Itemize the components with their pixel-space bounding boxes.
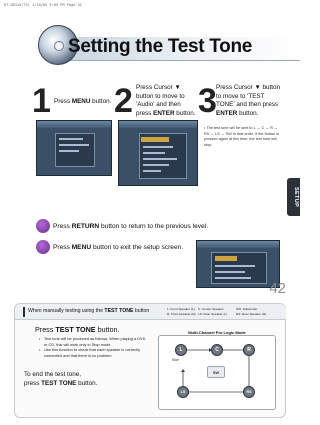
screen-line [143, 170, 161, 172]
section-side-tab [287, 178, 300, 216]
text-bold: MENU [71, 243, 92, 251]
print-header: HT-DB120(TS) 1/10/05 9:09 PM Page 42 [4, 3, 82, 7]
step-number: 3 [198, 82, 217, 120]
step-text-part: button. [90, 98, 112, 105]
subwoofer-label: SW [212, 370, 220, 375]
step-text-line: to move to 'TEST [216, 92, 265, 100]
step-text-line: Press Cursor ▼ button [216, 84, 280, 91]
legend-item: L: Front Speaker (L) [167, 307, 195, 311]
speaker-rs-icon: RS [243, 386, 255, 398]
legend-item: C: Center Speaker [198, 307, 224, 311]
step-1-text [54, 98, 118, 107]
page-title: Setting the Test Tone [68, 36, 253, 57]
diagram-title: Multi-Channel Pro Logic Mode [188, 330, 246, 335]
screen-titlebar [37, 121, 111, 128]
step-number: 2 [114, 82, 133, 120]
screen-highlight [215, 256, 237, 261]
step-3-text [216, 84, 286, 118]
step-text-line [216, 110, 286, 119]
step-text-bold: ENTER [153, 109, 175, 117]
menu-screenshot [36, 120, 112, 176]
speaker-order-diagram [158, 330, 276, 410]
text-part: button. [76, 379, 98, 387]
side-tab-label: SETUP [293, 186, 299, 208]
section-heading [28, 308, 149, 314]
list-item: • Use this function to check that each speaker is correctly connected and that there is no problem. [39, 347, 147, 358]
text-bold: TEST TONE [41, 379, 77, 387]
step-text-line: TONE' and then press [216, 101, 278, 108]
text-line [24, 380, 134, 389]
start-label: Start [172, 358, 179, 362]
return-instruction-text [53, 223, 208, 230]
speaker-c-icon: C [211, 344, 223, 356]
legend-item: RS: Rear Speaker (R) [236, 312, 267, 317]
step-3-note: • The test tone will be sent to L → C → R → RS → LS → SW in that order. If the button is pressed again at this time, the test tone will stop. [204, 126, 279, 147]
press-test-tone-text [35, 325, 120, 334]
manual-test-section [14, 303, 286, 418]
text-part: button to exit the setup screen. [91, 243, 184, 251]
legend-item: SW: Subwoofer [236, 307, 258, 311]
list-item: • Test tone will be produced as follows: When playing a DVD or CD, this will work only in Stop mode. [39, 336, 147, 347]
text-bold: RETURN [71, 222, 100, 230]
step-2 [114, 82, 200, 192]
menu-instruction-text [53, 244, 183, 251]
screen-line [215, 277, 251, 279]
text-part: Press [35, 325, 56, 334]
legend-item: R: Front Speaker (R) [167, 312, 196, 317]
subwoofer-icon [207, 366, 225, 378]
button-icon [36, 219, 50, 233]
step-text-part: press [136, 109, 154, 117]
speaker-l-icon: L [175, 344, 187, 356]
step-text-line: Press Cursor ▼ [136, 84, 181, 91]
diagram-frame [158, 335, 276, 410]
speaker-r-icon: R [243, 344, 255, 356]
text-line: To end the test tone, [24, 371, 82, 378]
step-text-part: button. [174, 109, 196, 117]
text-part: Press [53, 243, 72, 251]
step-2-text [136, 84, 200, 118]
text-part: Press [53, 222, 72, 230]
page-number: 42 [269, 280, 286, 297]
step-text-bold: ENTER [216, 109, 238, 117]
step-text-line: button to move to [136, 92, 185, 100]
end-test-tone-text [24, 371, 134, 388]
screen-line [59, 138, 83, 140]
step-number: 1 [32, 82, 51, 120]
header-marker [23, 307, 25, 317]
speaker-legend [167, 307, 285, 317]
screen-line [143, 158, 177, 160]
text-part: When manually testing using the [28, 308, 105, 314]
screen-line [59, 144, 89, 146]
screen-titlebar [119, 121, 197, 128]
return-instruction [38, 220, 238, 232]
menu-instruction [38, 241, 238, 253]
screen-line [59, 150, 79, 152]
step-text-line [136, 110, 200, 119]
test-tone-notes [39, 336, 147, 359]
audio-screenshot [118, 120, 198, 186]
page-title-banner [38, 25, 300, 65]
legend-item: LS: Rear Speaker (L) [198, 312, 228, 317]
screen-line [215, 265, 255, 267]
step-text-part: button. [237, 109, 259, 117]
text-part: button to return to the previous level. [99, 222, 209, 230]
text-bold: TEST TONE [55, 325, 96, 334]
speaker-ls-icon: LS [177, 386, 189, 398]
button-icon [36, 240, 50, 254]
step-text-bold: MENU [71, 98, 91, 105]
screen-line [143, 152, 165, 154]
text-part: button. [95, 325, 120, 334]
screen-line [143, 146, 173, 148]
step-1 [30, 82, 114, 182]
section-header [15, 304, 286, 320]
screen-line [215, 271, 245, 273]
step-text-part: Press [54, 98, 72, 105]
text-part: button [133, 308, 150, 314]
step-3 [196, 82, 288, 292]
screen-highlight [141, 137, 169, 142]
step-text-line: 'Audio' and then [136, 101, 181, 108]
screen-line [143, 164, 169, 166]
text-part: press [24, 379, 42, 387]
text-bold: TEST TONE [104, 308, 134, 314]
